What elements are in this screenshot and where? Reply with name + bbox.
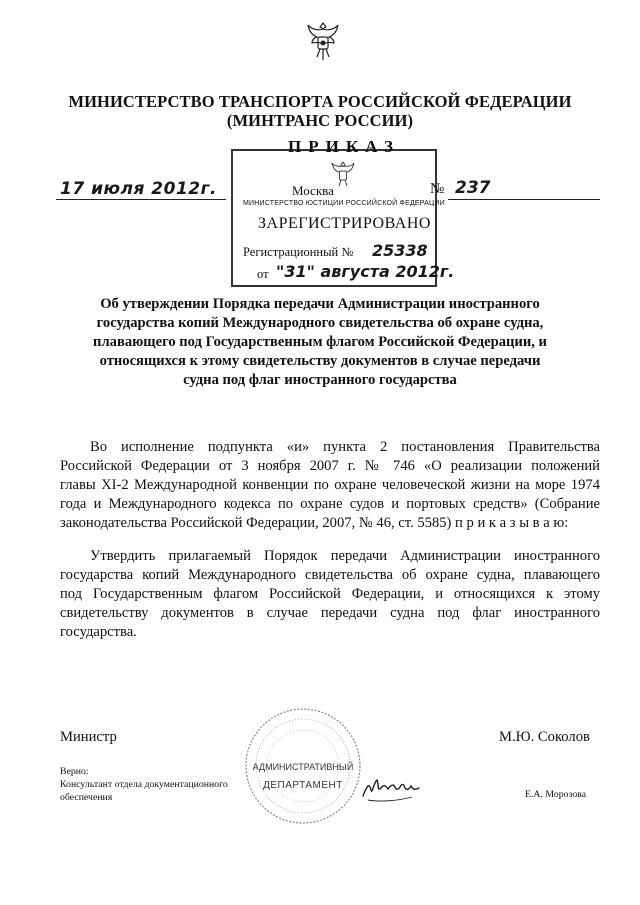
document-type-heading: ПРИКАЗ <box>288 137 400 156</box>
paragraph-line: под Государственным флагом Российской Федерации, и относящихся к этому <box>60 586 600 602</box>
paragraph-line: главы XI-2 Международной конвенции по охране человеческой жизни на море 1974 <box>60 477 600 493</box>
certification-label: Верно: <box>60 766 89 777</box>
stamp-from-label: от <box>257 267 269 281</box>
seal-text-line1: АДМИНИСТРАТИВНЫЙ <box>252 762 354 772</box>
paragraph-line: Во исполнение подпункта «и» пункта 2 постановления Правительства <box>90 439 600 455</box>
handwritten-signature <box>360 772 440 806</box>
order-number: 237 <box>455 178 491 198</box>
certification-position: Консультант отдела документационного <box>60 779 228 790</box>
title-line: плавающего под Государственным флагом Российской Федерации, и <box>93 334 547 350</box>
paragraph-line: государства копий Международного свидетельства об охране судна, плавающего <box>60 567 600 583</box>
seal-text-line2: ДЕПАРТАМЕНТ <box>263 780 343 791</box>
number-underline <box>448 199 600 200</box>
paragraph-line: свидетельству документов в случае передачи судна под флаг иностранного <box>60 605 600 621</box>
stamp-registered-label: ЗАРЕГИСТРИРОВАНО <box>258 215 431 232</box>
certification-block <box>60 765 228 804</box>
stamp-from-date: "31" августа 2012г. <box>276 262 455 281</box>
stamp-reg-number: 25338 <box>372 241 428 260</box>
paragraph-line: Российской Федерации от 3 ноября 2007 г. № 746 «О реализации положений <box>60 458 600 474</box>
title-line: государства копий Международного свидетельства об охране судна, <box>96 315 544 331</box>
certification-position-cont: обеспечения <box>60 792 113 803</box>
stamp-department: МИНИСТЕРСТВО ЮСТИЦИИ РОССИЙСКОЙ ФЕДЕРАЦИИ <box>243 200 445 207</box>
order-number-label: № <box>430 181 445 197</box>
paragraph-line: государства. <box>60 624 137 640</box>
title-line: Об утверждении Порядка передачи Администрации иностранного <box>100 296 540 312</box>
ministry-short-name: (МИНТРАНС РОССИИ) <box>226 111 414 130</box>
signatory-position: Министр <box>60 729 117 745</box>
order-paragraph <box>60 547 600 642</box>
order-title <box>60 295 580 390</box>
order-date: 17 июля 2012г. <box>60 179 217 199</box>
stamp-city: Москва <box>292 183 334 198</box>
paragraph-line: года и Международного кодекса по охране судов и портовых средств» (Собрание <box>60 496 600 512</box>
title-line: судна под флаг иностранного государства <box>183 372 457 388</box>
signatory-name: М.Ю. Соколов <box>499 729 590 745</box>
preamble-paragraph <box>60 438 600 533</box>
certifier-name: Е.А. Морозова <box>525 789 587 800</box>
ministry-name: МИНИСТЕРСТВО ТРАНСПОРТА РОССИЙСКОЙ ФЕДЕРАЦИИ <box>68 92 572 111</box>
paragraph-line: законодательства Российской Федерации, 2007, № 46, ст. 5585) п р и к а з ы в а ю: <box>60 515 569 531</box>
coat-of-arms-emblem <box>305 20 341 64</box>
title-line: относящихся к этому свидетельству документов в случае передачи <box>99 353 541 369</box>
round-seal <box>243 706 363 826</box>
paragraph-line: Утвердить прилагаемый Порядок передачи Администрации иностранного <box>90 548 600 564</box>
stamp-reg-number-label: Регистрационный № <box>243 245 354 259</box>
date-underline <box>56 199 226 200</box>
